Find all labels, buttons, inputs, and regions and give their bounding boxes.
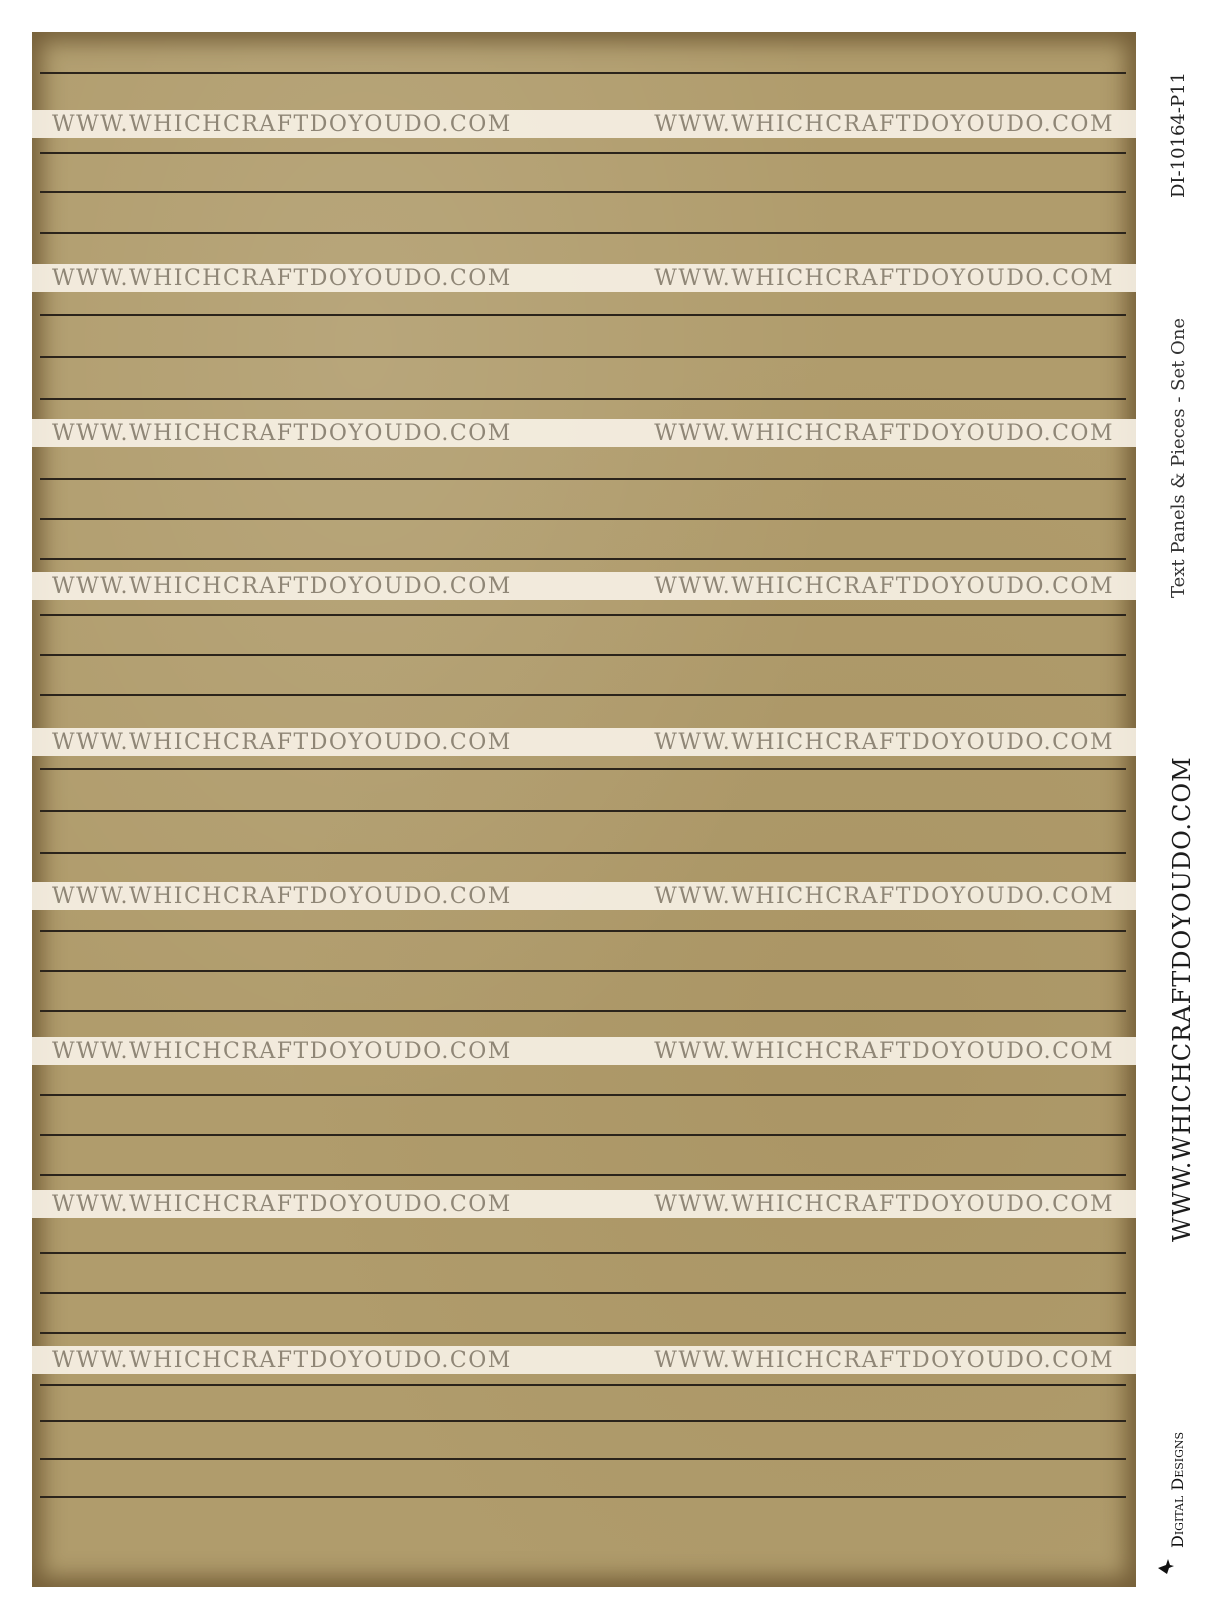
watermark-stripe — [32, 419, 1136, 447]
writing-line — [40, 768, 1126, 770]
watermark-text-left: WWW.WHICHCRAFTDOYOUDO.COM — [52, 1191, 512, 1217]
watermark-text-left: WWW.WHICHCRAFTDOYOUDO.COM — [52, 1347, 512, 1373]
writing-line — [40, 314, 1126, 316]
watermark-text-right: WWW.WHICHCRAFTDOYOUDO.COM — [654, 1347, 1114, 1373]
watermark-text-right: WWW.WHICHCRAFTDOYOUDO.COM — [654, 420, 1114, 446]
watermark-stripe — [32, 110, 1136, 138]
product-code: DI-10164-P11 — [1168, 72, 1189, 198]
watermark-text-right: WWW.WHICHCRAFTDOYOUDO.COM — [654, 265, 1114, 291]
writing-line — [40, 694, 1126, 696]
watermark-text-right: WWW.WHICHCRAFTDOYOUDO.COM — [654, 1038, 1114, 1064]
logo-text: Digital Designs — [1168, 1431, 1187, 1548]
watermark-text-right: WWW.WHICHCRAFTDOYOUDO.COM — [654, 1191, 1114, 1217]
watermark-text-left: WWW.WHICHCRAFTDOYOUDO.COM — [52, 420, 512, 446]
writing-line — [40, 1174, 1126, 1176]
writing-line — [40, 1010, 1126, 1012]
watermark-text-left: WWW.WHICHCRAFTDOYOUDO.COM — [52, 883, 512, 909]
watermark-text-left: WWW.WHICHCRAFTDOYOUDO.COM — [52, 1038, 512, 1064]
bird-icon — [1156, 1556, 1176, 1576]
writing-line — [40, 654, 1126, 656]
writing-line — [40, 930, 1126, 932]
writing-line — [40, 191, 1126, 193]
watermark-stripe — [32, 882, 1136, 910]
writing-line — [40, 1134, 1126, 1136]
writing-line — [40, 1292, 1126, 1294]
watermark-stripe — [32, 572, 1136, 600]
watermark-text-right: WWW.WHICHCRAFTDOYOUDO.COM — [654, 573, 1114, 599]
watermark-text-left: WWW.WHICHCRAFTDOYOUDO.COM — [52, 111, 512, 137]
digital-designs-logo — [1152, 1380, 1208, 1580]
writing-line — [40, 232, 1126, 234]
writing-line — [40, 518, 1126, 520]
watermark-stripe — [32, 264, 1136, 292]
writing-line — [40, 1458, 1126, 1460]
watermark-stripe — [32, 1346, 1136, 1374]
kraft-paper-sheet — [32, 32, 1136, 1587]
writing-line — [40, 356, 1126, 358]
watermark-stripe — [32, 728, 1136, 756]
writing-line — [40, 558, 1126, 560]
writing-line — [40, 970, 1126, 972]
writing-line — [40, 810, 1126, 812]
writing-line — [40, 1384, 1126, 1386]
writing-line — [40, 1332, 1126, 1334]
website-url: WWW.WHICHCRAFTDOYOUDO.COM — [1168, 756, 1196, 1242]
watermark-text-right: WWW.WHICHCRAFTDOYOUDO.COM — [654, 729, 1114, 755]
watermark-text-right: WWW.WHICHCRAFTDOYOUDO.COM — [654, 883, 1114, 909]
writing-line — [40, 852, 1126, 854]
writing-line — [40, 1094, 1126, 1096]
writing-line — [40, 398, 1126, 400]
writing-line — [40, 614, 1126, 616]
writing-line — [40, 152, 1126, 154]
watermark-text-left: WWW.WHICHCRAFTDOYOUDO.COM — [52, 265, 512, 291]
writing-line — [40, 1252, 1126, 1254]
watermark-text-left: WWW.WHICHCRAFTDOYOUDO.COM — [52, 573, 512, 599]
watermark-text-right: WWW.WHICHCRAFTDOYOUDO.COM — [654, 111, 1114, 137]
writing-line — [40, 478, 1126, 480]
writing-line — [40, 72, 1126, 74]
watermark-stripe — [32, 1190, 1136, 1218]
watermark-stripe — [32, 1037, 1136, 1065]
writing-line — [40, 1496, 1126, 1498]
watermark-text-left: WWW.WHICHCRAFTDOYOUDO.COM — [52, 729, 512, 755]
collection-title: Text Panels & Pieces - Set One — [1168, 317, 1189, 598]
writing-line — [40, 1420, 1126, 1422]
